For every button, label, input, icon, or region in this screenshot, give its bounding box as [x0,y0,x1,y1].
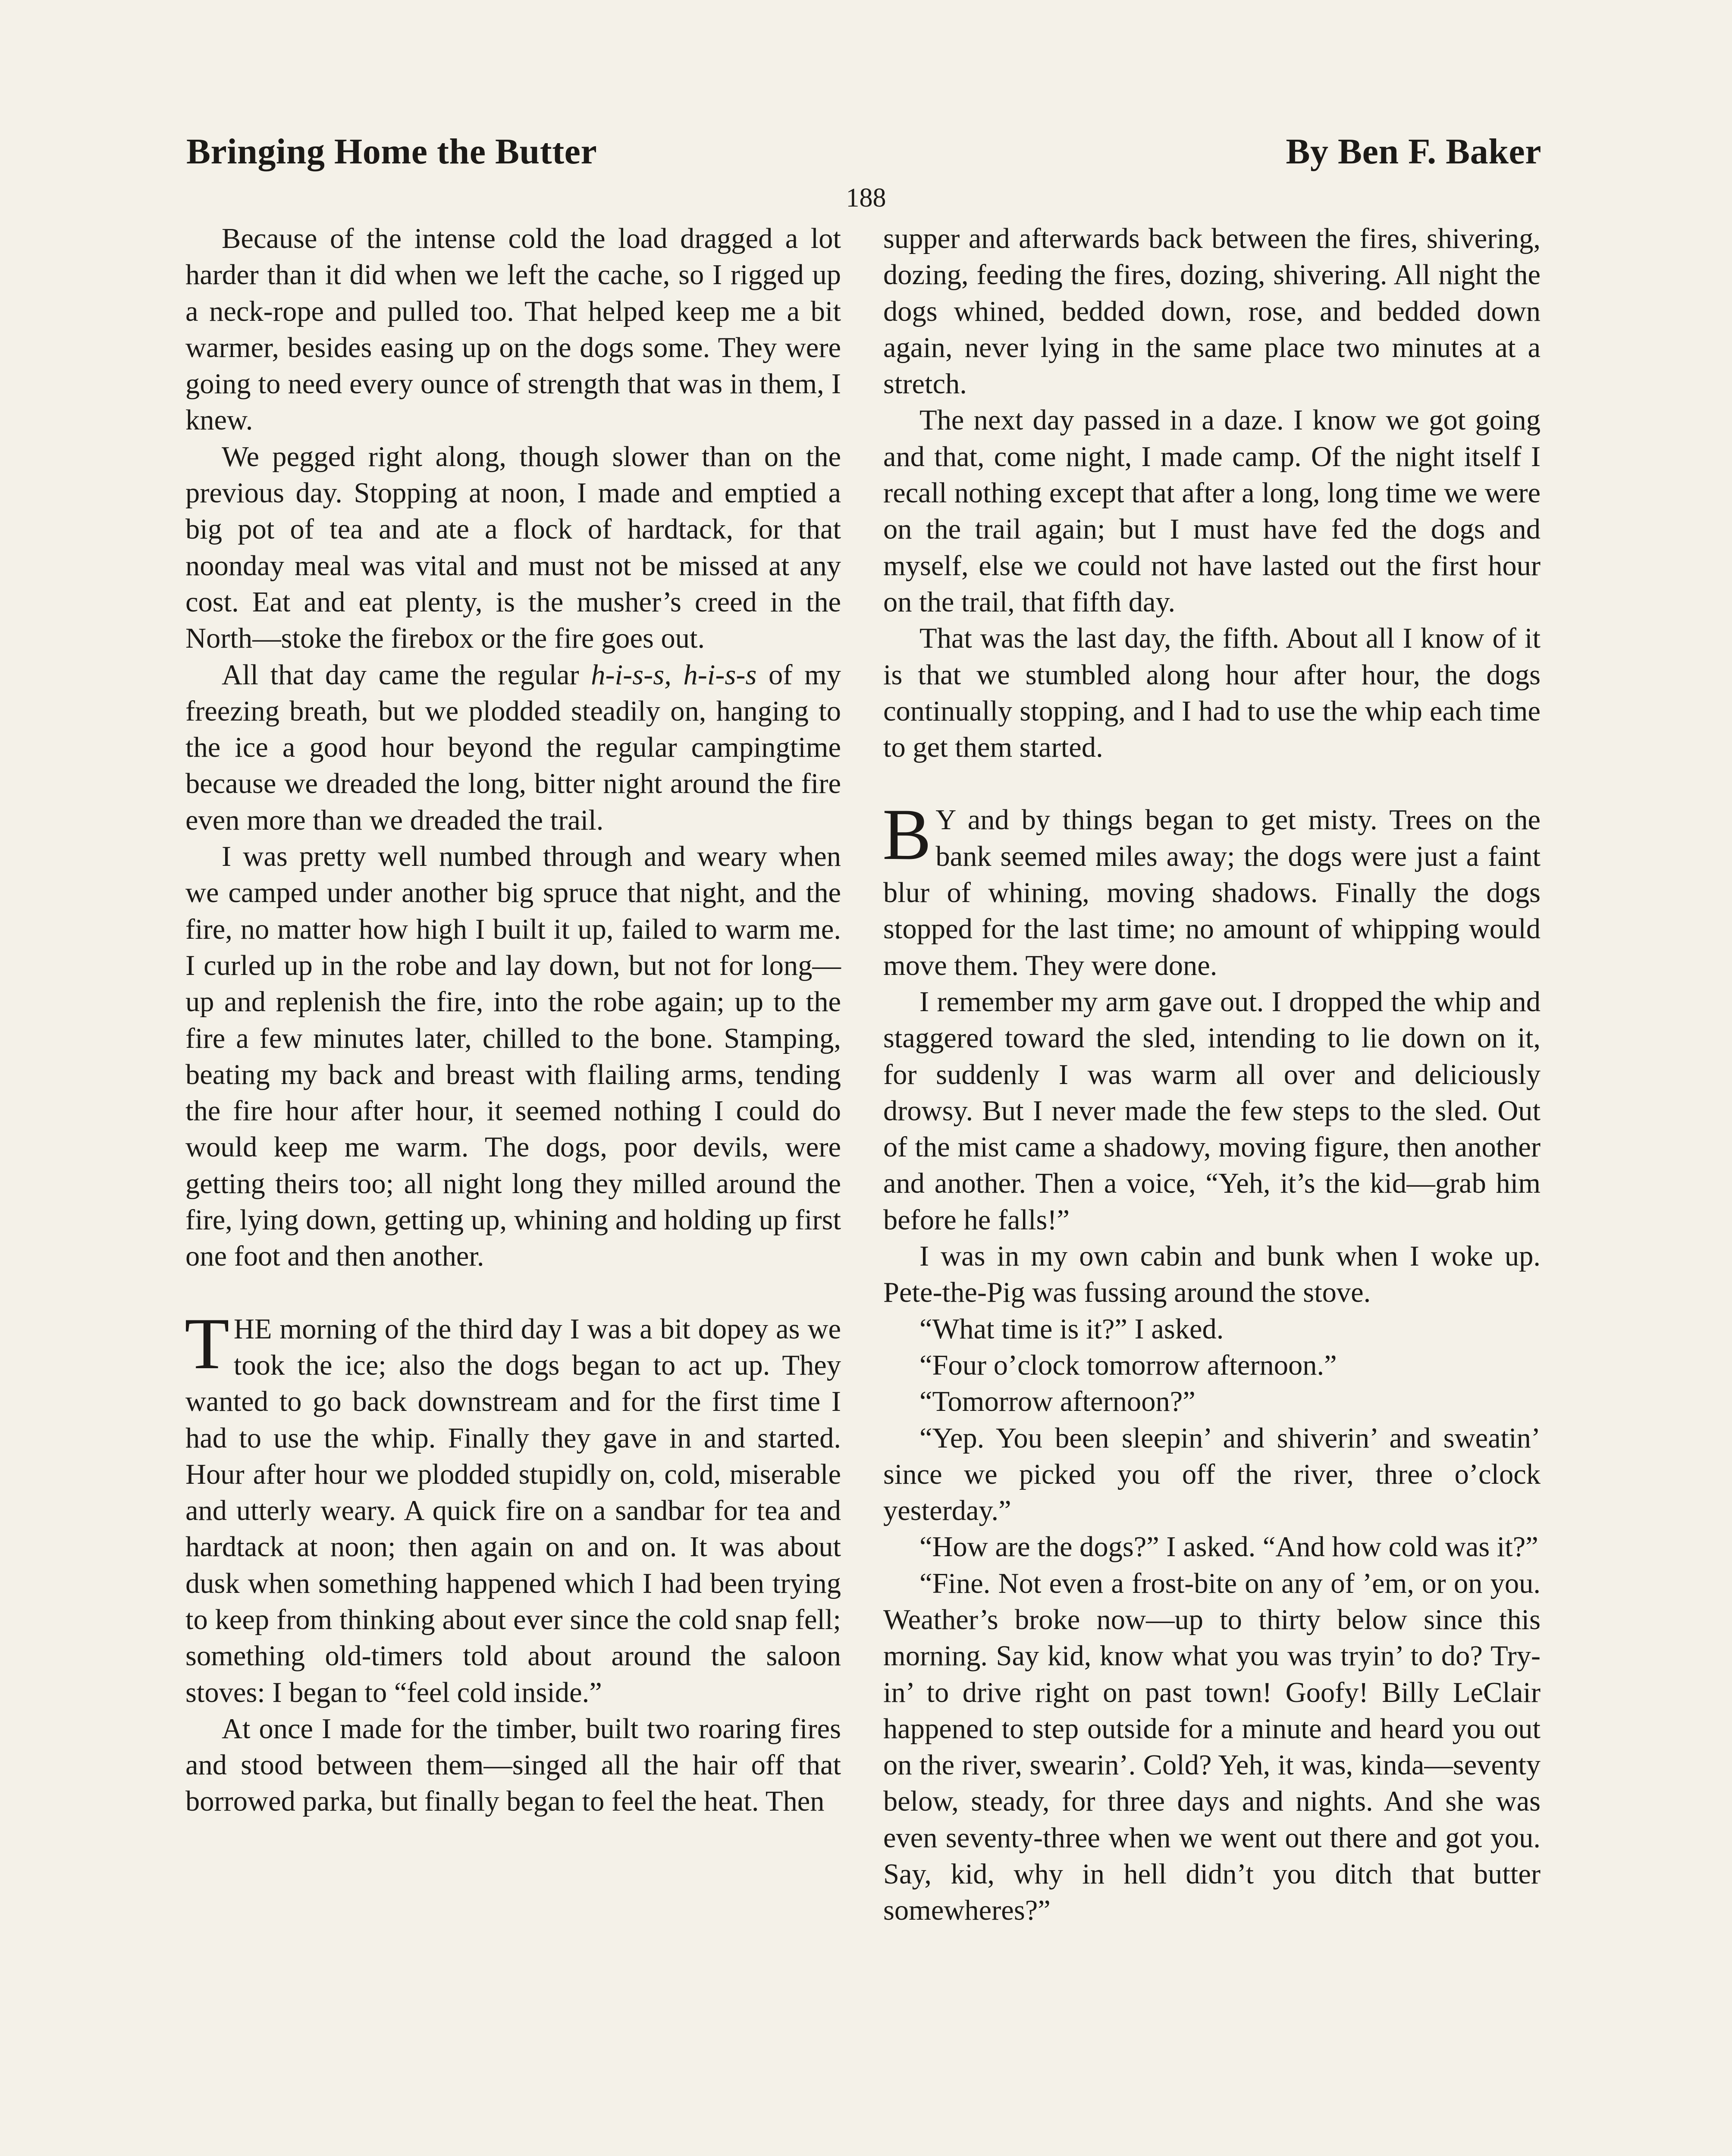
drop-cap: T [185,1303,229,1384]
paragraph-text: HE morning of the third day I was a bit dopey as we took the ice; also the dogs began to act up. They wanted to go back downstream and for the first time I had to use the whip. Finally they gave in and started. Hour after hour we plodded stupidly on, cold, miserable and utterly weary. A quick fire on a sandbar for tea and hardtack at noon; then again on and on. It was about dusk when something happened which I had been trying to keep from thinking about ever since the cold snap fell; something old-timers told about around the saloon stoves: I began to “feel cold inside.” [185,1313,841,1708]
paragraph: I was in my own cabin and bunk when I woke up. Pete-the-Pig was fussing around the stove. [883,1241,1541,1309]
dialogue-line: “Tomorrow afternoon?” [919,1386,1195,1418]
dialogue-line: “What time is it?” I asked. [919,1313,1224,1345]
story-byline: By Ben F. Baker [1286,132,1541,172]
paragraph: Because of the intense cold the load dragged a lot harder than it did when we left the cache, so I rigged up a neck-rope and pulled too. That helped keep me a bit warmer, besides easing up on the dogs some. They were going to need every ounce of strength that was in them, I knew. [185,223,841,436]
page-number: 188 [846,183,886,213]
left-column [185,221,841,1820]
section-opening-paragraph [882,794,1541,984]
hiss-italic-text: h-i-s-s, h-i-s-s [591,659,757,691]
paragraph: I remember my arm gave out. I dropped the whip and staggered toward the sled, intending to lie down on it, for suddenly I was warm all over and deliciously drowsy. But I never made the few steps to the sled. Out of the mist came a shadowy, moving figure, then another and another. Then a voice, “Yeh, it’s the kid—grab him before he falls!” [883,986,1541,1236]
section-break [185,1275,841,1311]
dialogue-line: “Fine. Not even a frost-bite on any of ’em, or on you. Weather’s broke now—up to thirty below since this morning. Say kid, know what you was tryin’ to do? Tryin’ to drive right on past town! Goofy! Billy LeClair happened to step outside for a minute and heard you out on the river, swearin’. Cold? Yeh, it was, kinda—seventy below, steady, for three days and nights. And she was even seventy-three when we went out there and got you. Say, kid, why in hell didn’t you ditch that butter somewheres?” [883,1567,1541,1927]
drop-cap: B [882,794,932,875]
paragraph-continued: supper and afterwards back between the fires, shivering, dozing, feeding the fires, dozing, shivering. All night the dogs whined, bedded down, rose, and bedded down again, never lying in the same place two minutes at a stretch. [883,223,1541,400]
paragraph: That was the last day, the fifth. About all I know of it is that we stumbled along hour after hour, the dogs continually stopping, and I had to use the whip each time to get them started. [883,623,1541,764]
paragraph-text: All that day came the regular [222,659,591,691]
paragraph: We pegged right along, though slower than on the previous day. Stopping at noon, I made and emptied a big pot of tea and ate a flock of hardtack, for that noonday meal was vital and must not be missed at any cost. Eat and eat plenty, is the musher’s creed in the North—stoke the firebox or the fire goes out. [185,441,841,655]
paragraph [185,657,841,839]
dialogue-line: “Four o’clock tomorrow afternoon.” [919,1349,1337,1381]
paragraph: I was pretty well numbed through and weary when we camped under another big spruce that night, and the fire, no matter how high I built it up, failed to warm me. I curled up in the robe and lay down, but not for long—up and replenish the fire, into the robe again; up to the fire a few minutes later, chilled to the bone. Stamping, beating my back and breast with flailing arms, tending the fire hour after hour, it seemed nothing I could do would keep me warm. The dogs, poor devils, were getting theirs too; all night long they milled around the fire, lying down, getting up, whining and holding up first one foot and then another. [185,841,841,1272]
section-break [883,766,1541,802]
story-title: Bringing Home the Butter [186,132,597,172]
section-opening-paragraph [185,1303,841,1711]
paragraph-text: Y and by things began to get misty. Trees on the bank seemed miles away; the dogs were just a faint blur of whining, moving shadows. Finally the dogs stopped for the last time; no amount of whipping would move them. They were done. [883,804,1541,981]
dialogue-line: “How are the dogs?” I asked. “And how cold was it?” [919,1531,1538,1563]
paragraph: At once I made for the timber, built two roaring fires and stood between them—singed all the hair off that borrowed parka, but finally began to feel the heat. Then [185,1713,841,1818]
paragraph: The next day passed in a daze. I know we got going and that, come night, I made camp. Of the night itself I recall nothing except that after a long, long time we were on the trail again; but I must have fed the dogs and myself, else we could not have lasted out the first hour on the trail, that fifth day. [883,404,1541,618]
right-column [883,221,1541,1929]
dialogue-line: “Yep. You been sleepin’ and shiverin’ and sweatin’ since we picked you off the river, three o’clock yesterday.” [883,1422,1541,1527]
paragraph-text: of my freezing breath, but we plodded steadily on, hanging to the ice a good hour beyond the regular campingtime because we dreaded the long, bitter night around the fire even more than we dreaded the trail. [185,659,841,836]
